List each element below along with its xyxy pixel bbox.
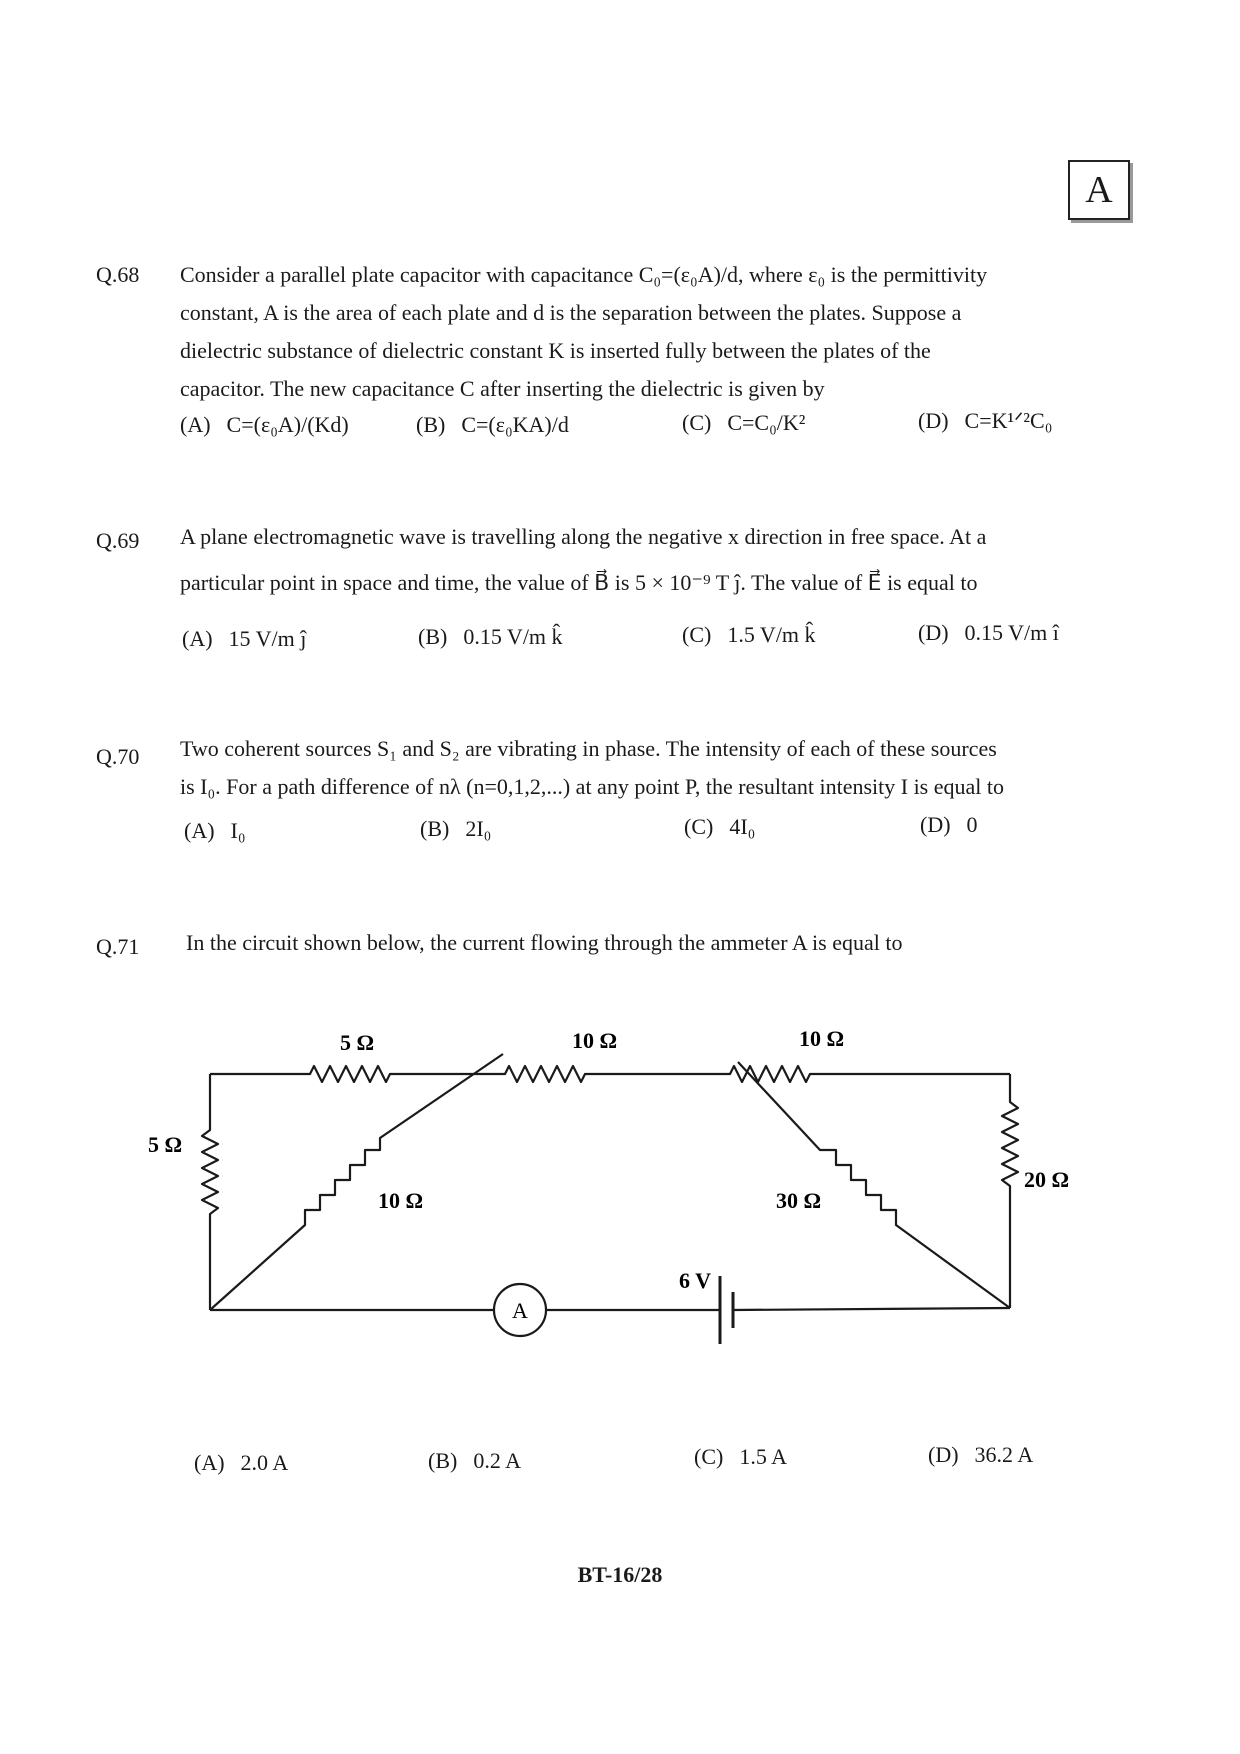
question-text — [180, 256, 1130, 408]
option-label: (A) — [182, 626, 213, 651]
resistor-label-top-middle: 10 Ω — [572, 1028, 618, 1053]
question-number: Q.70 — [96, 744, 140, 769]
option-text: 36.2 A — [974, 1442, 1034, 1467]
option-text: 0 — [966, 812, 978, 837]
bottom-wire-battery — [733, 1308, 1010, 1310]
option-label: (C) — [684, 814, 714, 839]
option-label: (C) — [682, 410, 712, 435]
resistor-label-left-diagonal: 10 Ω — [378, 1188, 424, 1213]
option-c — [694, 1444, 787, 1470]
set-code: A — [1085, 169, 1113, 211]
option-d — [918, 620, 1059, 646]
option-label: (A) — [184, 818, 215, 843]
right-diagonal — [738, 1062, 1010, 1308]
option-label: (D) — [928, 1442, 959, 1467]
question-line: particular point in space and time, the value of B⃗ is 5 × 10⁻⁹ T ĵ. The value of E⃗ is equal to — [180, 570, 978, 595]
option-b — [420, 816, 491, 842]
option-text: C=C₀/K² — [727, 410, 806, 435]
question-number: Q.69 — [96, 528, 140, 553]
left-diagonal — [210, 1054, 503, 1310]
option-a — [194, 1450, 288, 1476]
option-text: 4I₀ — [729, 814, 756, 839]
option-text: 1.5 A — [739, 1444, 788, 1469]
left-wire — [202, 1074, 218, 1310]
option-label: (D) — [918, 408, 949, 433]
option-b — [428, 1448, 521, 1474]
question-text — [186, 924, 1136, 962]
top-wire — [210, 1066, 1010, 1082]
option-text: C=K¹ᐟ²C₀ — [964, 408, 1053, 433]
question-line: constant, A is the area of each plate and d is the separation between the plates. Suppose a — [180, 300, 962, 325]
option-label: (B) — [416, 412, 446, 437]
ammeter-label: A — [512, 1298, 528, 1323]
option-text: 15 V/m ĵ — [228, 626, 307, 651]
page-footer: BT-16/28 — [577, 1562, 663, 1587]
option-text: 0.2 A — [473, 1448, 522, 1473]
option-text: 1.5 V/m k̂ — [727, 622, 816, 647]
option-label: (B) — [428, 1448, 458, 1473]
set-code-box — [1068, 160, 1130, 220]
question-line: Consider a parallel plate capacitor with capacitance C₀=(ε₀A)/d, where ε₀ is the permittivity — [180, 262, 988, 287]
option-text: C=(ε₀KA)/d — [461, 412, 569, 437]
question-line: dielectric substance of dielectric constant K is inserted fully between the plates of the — [180, 338, 931, 363]
resistor-label-right-diagonal: 30 Ω — [776, 1188, 822, 1213]
battery-label: 6 V — [679, 1268, 711, 1293]
option-d — [928, 1442, 1033, 1468]
right-wire — [1002, 1074, 1018, 1308]
option-label: (B) — [420, 816, 450, 841]
option-text: I₀ — [230, 818, 246, 843]
resistor-label-top-right: 10 Ω — [799, 1026, 845, 1051]
question-line: In the circuit shown below, the current flowing through the ammeter A is equal to — [186, 930, 903, 955]
option-label: (A) — [180, 412, 211, 437]
option-label: (C) — [694, 1444, 724, 1469]
option-b — [416, 412, 569, 438]
option-c — [682, 622, 816, 648]
option-a — [184, 818, 246, 844]
option-label: (A) — [194, 1450, 225, 1475]
option-label: (D) — [920, 812, 951, 837]
option-d — [918, 408, 1052, 434]
option-a — [180, 412, 349, 438]
option-label: (C) — [682, 622, 712, 647]
option-text: 0.15 V/m k̂ — [463, 624, 563, 649]
option-d — [920, 812, 978, 838]
option-c — [684, 814, 755, 840]
question-number: Q.71 — [96, 934, 140, 959]
question-number: Q.68 — [96, 262, 140, 287]
option-b — [418, 624, 563, 650]
resistor-label-right: 20 Ω — [1024, 1167, 1070, 1192]
question-line: A plane electromagnetic wave is travelling along the negative x direction in free space. At a — [180, 524, 987, 549]
option-a — [182, 626, 306, 652]
option-text: 0.15 V/m î — [964, 620, 1059, 645]
question-line: Two coherent sources S₁ and S₂ are vibrating in phase. The intensity of each of these sources — [180, 736, 997, 761]
option-label: (B) — [418, 624, 448, 649]
option-text: C=(ε₀A)/(Kd) — [226, 412, 349, 437]
option-text: 2.0 A — [240, 1450, 289, 1475]
circuit-diagram — [140, 990, 1100, 1410]
option-text: 2I₀ — [465, 816, 492, 841]
resistor-label-top-left: 5 Ω — [340, 1030, 375, 1055]
option-label: (D) — [918, 620, 949, 645]
question-line: is I₀. For a path difference of nλ (n=0,1,2,...) at any point P, the resultant intensity I is equal to — [180, 774, 1005, 799]
question-line: capacitor. The new capacitance C after inserting the dielectric is given by — [180, 376, 825, 401]
option-c — [682, 410, 805, 436]
question-text — [180, 514, 1130, 606]
resistor-label-left: 5 Ω — [148, 1132, 183, 1157]
question-text — [180, 730, 1130, 806]
